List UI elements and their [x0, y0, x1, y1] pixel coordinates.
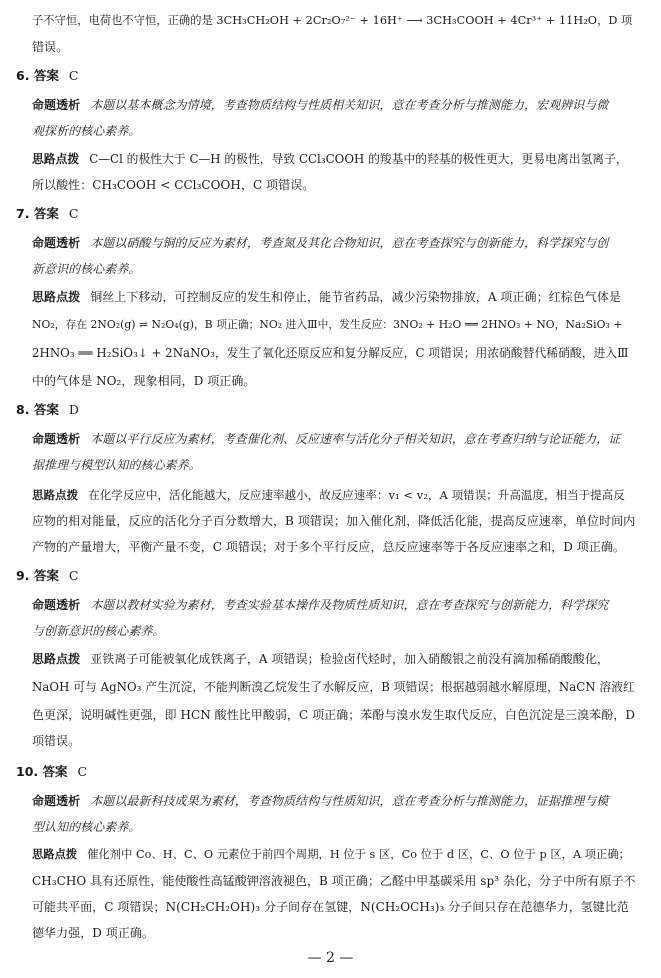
answer-value: C [68, 568, 79, 583]
answer-label: 答案 [42, 764, 68, 779]
question-6-header [16, 68, 78, 83]
hint-line: NO₂，存在 2NO₂(g) ⇌ N₂O₄(g)，B 项正确；NO₂ 进入Ⅲ中，发生反应：3NO₂ + H₂O ══ 2HNO₃ + NO，Na₂SiO₃ + [32, 318, 623, 331]
hint-label: 思路点拨 [32, 152, 80, 166]
hint-line: 德华力强，D 项正确。 [32, 926, 154, 940]
answer-label: 答案 [33, 68, 59, 83]
question-number: 8. [16, 402, 30, 417]
question-10-header [16, 764, 87, 779]
hint-line [32, 848, 635, 862]
hint-line: 产物的产量增大，平衡产量不变，C 项错误；对于多个平行反应，总反应速率等于各反应速率之和，D 项正确。 [32, 540, 625, 554]
hint-line: 项错误。 [32, 734, 81, 748]
hint-line: 可能共平面，C 项错误；N(CH₂CH₂OH)₃ 分子间存在氢键，N(CH₂OCH₃)₃ 分子间只存在范德华力，氢键比范 [32, 900, 629, 914]
analysis-line [32, 458, 635, 472]
hint-line: CH₃CHO 具有还原性，能使酸性高锰酸钾溶液褪色，B 项正确；乙醛中甲基碳采用 sp³ 杂化，分子中所有原子不 [32, 874, 636, 888]
analysis-line [32, 820, 635, 834]
hint-line [32, 152, 635, 166]
page-number: — 2 — [307, 950, 354, 966]
question-7-header [16, 206, 78, 221]
hint-text: C—Cl 的极性大于 C—H 的极性，导致 CCl₃COOH 的羧基中的羟基的极性更大，更易电离出氢离子， [89, 152, 628, 166]
answer-value: D [68, 402, 79, 417]
analysis-text: 本题以最新科技成果为素材，考查物质结构与性质知识，意在考查分析与推测能力，证据推理与模 [90, 794, 609, 808]
analysis-line [32, 794, 635, 808]
analysis-line [32, 98, 635, 112]
analysis-line [32, 124, 635, 138]
analysis-label: 命题透析 [32, 432, 81, 446]
analysis-label: 命题透析 [32, 98, 81, 112]
hint-label: 思路点拨 [32, 652, 81, 666]
analysis-line [32, 262, 635, 276]
analysis-label: 命题透析 [32, 794, 81, 808]
answer-label: 答案 [33, 206, 59, 221]
analysis-line [32, 624, 635, 638]
analysis-label: 命题透析 [32, 236, 81, 250]
question-number: 6. [16, 68, 30, 83]
analysis-text: 观探析的核心素养。 [32, 124, 141, 138]
hint-text: 铜丝上下移动，可控制反应的发生和停止，能节省药品，减少污染物排放，A 项正确；红棕色气体是 [90, 290, 621, 304]
answer-label: 答案 [33, 568, 59, 583]
hint-text: 在化学反应中，活化能越大，反应速率越小，故反应速率：v₁ < v₂，A 项错误；升高温度，相当于提高反 [88, 488, 625, 502]
question-number: 7. [16, 206, 30, 221]
text-line: 子不守恒，电荷也不守恒，正确的是 3CH₃CH₂OH + 2Cr₂O₇²⁻ + 16H⁺ ⟶ 3CH₃COOH + 4Cr³⁺ + 11H₂O，D 项 [32, 14, 633, 27]
analysis-line [32, 236, 635, 250]
question-number: 10. [16, 764, 39, 779]
analysis-text: 本题以平行反应为素材，考查催化剂、反应速率与活化分子相关知识，意在考查归纳与论证能力，证 [90, 432, 621, 446]
hint-text: 催化剂中 Co、H、C、O 元素位于前四个周期，H 位于 s 区，Co 位于 d 区，C、O 位于 p 区，A 项正确； [87, 848, 630, 861]
question-8-header [16, 402, 79, 417]
hint-line: 中的气体是 NO₂，现象相同，D 项正确。 [32, 374, 256, 388]
text-line: 错误。 [32, 40, 69, 54]
analysis-text: 型认知的核心素养。 [32, 820, 141, 834]
analysis-text: 新意识的核心素养。 [32, 262, 141, 276]
hint-line: 所以酸性：CH₃COOH < CCl₃COOH，C 项错误。 [32, 178, 315, 192]
hint-line: NaOH 可与 AgNO₃ 产生沉淀，不能判断溴乙烷发生了水解反应，B 项错误；根据越弱越水解原理，NaCN 溶液红 [32, 680, 635, 694]
answer-value: C [68, 68, 79, 83]
hint-line [32, 290, 635, 304]
analysis-label: 命题透析 [32, 598, 81, 612]
question-9-header [16, 568, 78, 583]
analysis-text: 据推理与模型认知的核心素养。 [32, 458, 201, 472]
analysis-line [32, 432, 635, 446]
hint-line [32, 488, 635, 502]
analysis-text: 本题以硝酸与铜的反应为素材，考查氮及其化合物知识，意在考查探究与创新能力，科学探究与创 [90, 236, 609, 250]
answer-value: C [77, 764, 88, 779]
hint-label: 思路点拨 [32, 488, 79, 502]
hint-line: 应物的相对能量，反应的活化分子百分数增大，B 项错误；加入催化剂，降低活化能，提高反应速率，单位时间内 [32, 514, 636, 528]
hint-line: 色更深，说明碱性更强，即 HCN 酸性比甲酸弱，C 项正确；苯酚与溴水发生取代反应，白色沉淀是三溴苯酚，D [32, 708, 636, 722]
answer-value: C [68, 206, 79, 221]
analysis-text: 与创新意识的核心素养。 [32, 624, 165, 638]
hint-label: 思路点拨 [32, 848, 78, 861]
hint-line: 2HNO₃ ══ H₂SiO₃↓ + 2NaNO₃，发生了氧化还原反应和复分解反应，C 项错误；用浓硝酸替代稀硝酸，进入Ⅲ [32, 346, 629, 360]
analysis-line [32, 598, 635, 612]
hint-label: 思路点拨 [32, 290, 81, 304]
analysis-text: 本题以基本概念为情境，考查物质结构与性质相关知识，意在考查分析与推测能力，宏观辨识与微 [90, 98, 609, 112]
question-number: 9. [16, 568, 30, 583]
hint-text: 亚铁离子可能被氧化成铁离子，A 项错误；检验卤代烃时，加入硝酸银之前没有滴加稀硝酸酸化， [90, 652, 609, 666]
answer-label: 答案 [33, 402, 59, 417]
analysis-text: 本题以教材实验为素材，考查实验基本操作及物质性质知识，意在考查探究与创新能力，科学探究 [90, 598, 609, 612]
hint-line [32, 652, 635, 666]
